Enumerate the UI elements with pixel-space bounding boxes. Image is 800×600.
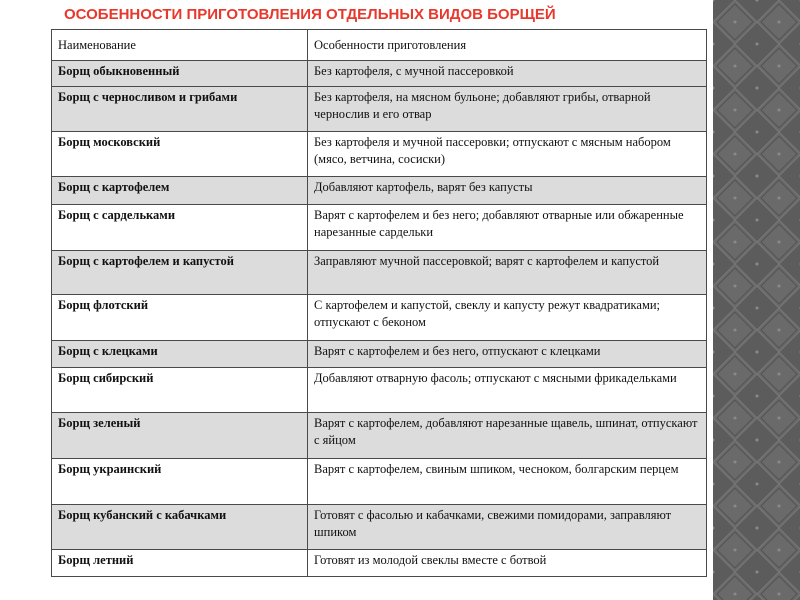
table-row (52, 61, 707, 87)
row-name: Борщ с картофелем и капустой (52, 250, 308, 295)
borscht-table-container (51, 29, 706, 577)
row-name: Борщ флотский (52, 295, 308, 341)
diamond-pattern (713, 0, 800, 600)
row-name: Борщ украинский (52, 458, 308, 505)
row-name: Борщ зеленый (52, 413, 308, 459)
slide-title: ОСОБЕННОСТИ ПРИГОТОВЛЕНИЯ ОТДЕЛЬНЫХ ВИДОВ БОРЩЕЙ (64, 6, 556, 23)
table-row (52, 250, 707, 295)
decorative-side-panel (713, 0, 800, 600)
row-description: Варят с картофелем, свиным шпиком, чесноком, болгарским перцем (308, 458, 707, 505)
row-description: Варят с картофелем, добавляют нарезанные щавель, шпинат, отпускают с яйцом (308, 413, 707, 459)
table-row (52, 177, 707, 205)
table-row (52, 205, 707, 251)
table-row (52, 340, 707, 367)
header-description: Особенности приготовления (308, 30, 707, 61)
row-name: Борщ с черносливом и грибами (52, 86, 308, 131)
row-name: Борщ кубанский с кабачками (52, 505, 308, 550)
row-name: Борщ летний (52, 550, 308, 577)
row-name: Борщ московский (52, 131, 308, 177)
header-name: Наименование (52, 30, 308, 61)
table-row (52, 86, 707, 131)
row-description: Добавляют отварную фасоль; отпускают с мясными фрикадельками (308, 367, 707, 413)
row-description: Готовят с фасолью и кабачками, свежими помидорами, заправляют шпиком (308, 505, 707, 550)
row-description: Без картофеля и мучной пассеровки; отпускают с мясным набором (мясо, ветчина, сосиски) (308, 131, 707, 177)
row-description: С картофелем и капустой, свеклу и капусту режут квадратиками; отпускают с беконом (308, 295, 707, 341)
row-description: Заправляют мучной пассеровкой; варят с картофелем и капустой (308, 250, 707, 295)
row-description: Варят с картофелем и без него, отпускают с клецками (308, 340, 707, 367)
table-row (52, 367, 707, 413)
row-description: Варят с картофелем и без него; добавляют отварные или обжаренные нарезанные сардельки (308, 205, 707, 251)
table-row (52, 295, 707, 341)
table-row (52, 413, 707, 459)
table-row (52, 131, 707, 177)
table-row (52, 505, 707, 550)
row-description: Без картофеля, на мясном бульоне; добавляют грибы, отварной чернослив и его отвар (308, 86, 707, 131)
row-name: Борщ сибирский (52, 367, 308, 413)
row-description: Без картофеля, с мучной пассеровкой (308, 61, 707, 87)
table-header-row (52, 30, 707, 61)
borscht-table (51, 29, 707, 577)
row-name: Борщ обыкновенный (52, 61, 308, 87)
row-name: Борщ с картофелем (52, 177, 308, 205)
row-name: Борщ с сардельками (52, 205, 308, 251)
table-row (52, 550, 707, 577)
row-description: Добавляют картофель, варят без капусты (308, 177, 707, 205)
table-row (52, 458, 707, 505)
row-description: Готовят из молодой свеклы вместе с ботвой (308, 550, 707, 577)
row-name: Борщ с клецками (52, 340, 308, 367)
